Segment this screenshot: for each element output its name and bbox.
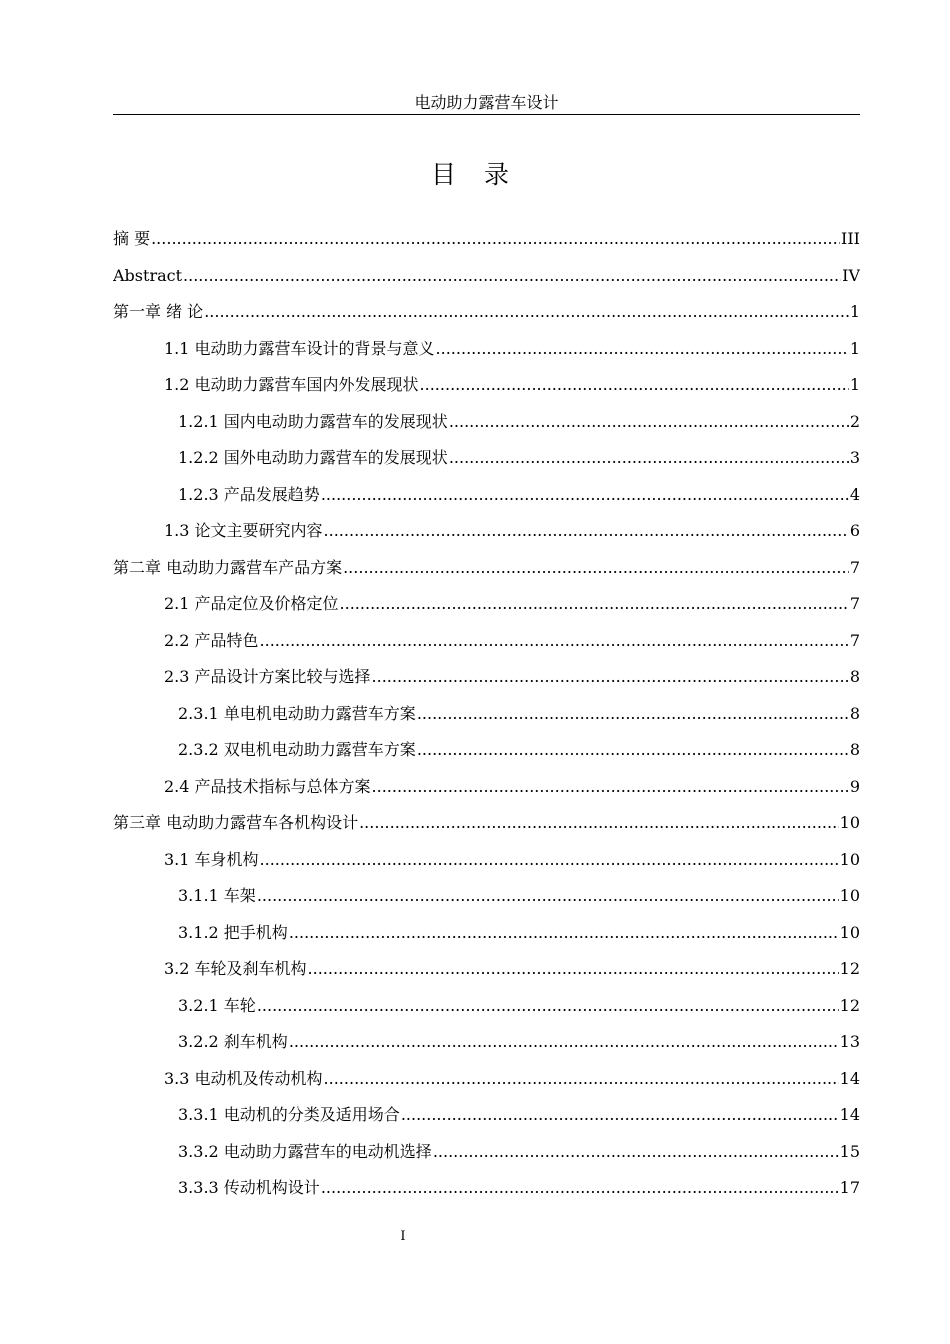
toc-entry-page: 7 [849,594,860,613]
toc-entry-page: 3 [849,448,860,467]
toc-entry-page: 9 [849,776,860,796]
toc-entry[interactable] [113,1068,860,1105]
toc-entry[interactable] [113,447,860,484]
toc-entry-label: Abstract [113,265,183,285]
toc-entry-label: 3.2.2 刹车机构 [178,1032,288,1051]
toc-entry[interactable] [113,885,860,922]
toc-entry-page: 17 [839,1178,860,1197]
toc-dot-leader [204,301,849,323]
table-of-contents [113,228,860,1214]
toc-dot-leader [151,228,840,250]
toc-entry-label: 2.4 产品技术指标与总体方案 [164,776,371,796]
toc-entry-label: 3.3.3 传动机构设计 [178,1178,320,1197]
toc-dot-leader [372,666,849,688]
toc-entry-page: 1 [849,338,860,358]
toc-entry-label: 第二章 电动助力露营车产品方案 [113,557,343,577]
toc-entry[interactable] [113,703,860,740]
toc-dot-leader [417,703,849,725]
toc-entry[interactable] [113,666,860,703]
toc-entry-page: 14 [839,1105,860,1124]
toc-entry-label: 2.3.1 单电机电动助力露营车方案 [178,703,416,723]
toc-entry-label: 1.2.3 产品发展趋势 [178,484,320,504]
toc-entry[interactable] [113,265,860,302]
toc-entry[interactable] [113,1104,860,1141]
toc-entry-page: 14 [839,1068,860,1088]
toc-entry-label: 3.2.1 车轮 [178,995,256,1015]
toc-entry-label: 3.1.2 把手机构 [178,922,288,942]
toc-entry-label: 3.1 车身机构 [164,849,259,869]
toc-dot-leader [417,739,849,761]
toc-entry-page: IV [842,265,860,285]
toc-dot-leader [260,849,839,871]
toc-dot-leader [401,1104,839,1126]
toc-entry[interactable] [113,593,860,630]
toc-entry-page: 10 [839,849,860,869]
toc-dot-leader [324,1068,839,1090]
toc-entry-page: 4 [849,484,860,504]
toc-entry[interactable] [113,557,860,594]
toc-dot-leader [183,265,841,287]
toc-entry-label: 2.1 产品定位及价格定位 [164,594,339,613]
toc-entry[interactable] [113,374,860,411]
toc-entry-page: 8 [849,740,860,759]
toc-entry-page: 2 [849,411,860,431]
toc-entry-page: 1 [849,302,860,321]
toc-entry-page: 1 [849,375,860,394]
toc-title: 目 录 [431,160,519,189]
toc-entry-label: 第一章 绪 论 [113,302,204,321]
toc-entry-label: 3.3 电动机及传动机构 [164,1068,323,1088]
toc-entry-page: 12 [839,995,860,1015]
toc-entry[interactable] [113,812,860,849]
toc-entry-page: 12 [839,959,860,978]
toc-entry-page: 10 [839,813,860,832]
toc-entry-page: 6 [849,521,860,540]
toc-entry-page: III [841,229,860,248]
toc-dot-leader [340,593,849,615]
toc-entry-label: 第三章 电动助力露营车各机构设计 [113,813,359,832]
toc-entry-page: 13 [839,1032,860,1051]
toc-entry[interactable] [113,776,860,813]
toc-entry[interactable] [113,849,860,886]
toc-dot-leader [321,484,849,506]
toc-entry-page: 10 [839,922,860,942]
toc-entry-page: 8 [849,703,860,723]
toc-entry[interactable] [113,484,860,521]
toc-dot-leader [449,447,849,469]
toc-entry-label: 3.3.2 电动助力露营车的电动机选择 [178,1141,432,1161]
toc-dot-leader [420,374,849,396]
toc-entry[interactable] [113,630,860,667]
toc-dot-leader [433,1141,839,1163]
running-header: 电动助力露营车设计 [113,92,860,115]
toc-entry-label: 3.2 车轮及刹车机构 [164,959,307,978]
toc-entry-label: 1.2.1 国内电动助力露营车的发展现状 [178,411,448,431]
toc-dot-leader [260,630,849,652]
toc-entry-label: 1.3 论文主要研究内容 [164,521,323,540]
toc-entry[interactable] [113,301,860,338]
toc-entry[interactable] [113,958,860,995]
toc-entry-label: 摘 要 [113,229,151,248]
toc-dot-leader [449,411,849,433]
toc-entry-page: 10 [839,886,860,905]
toc-entry-label: 2.3 产品设计方案比较与选择 [164,667,371,686]
toc-entry[interactable] [113,228,860,265]
toc-entry-label: 3.1.1 车架 [178,886,256,905]
toc-entry[interactable] [113,1141,860,1178]
toc-entry-label: 1.2.2 国外电动助力露营车的发展现状 [178,448,448,467]
toc-entry-page: 7 [849,557,860,577]
toc-dot-leader [321,1177,839,1199]
toc-entry-label: 3.3.1 电动机的分类及适用场合 [178,1105,400,1124]
toc-dot-leader [289,1031,839,1053]
toc-entry[interactable] [113,1031,860,1068]
toc-entry[interactable] [113,1177,860,1214]
toc-dot-leader [359,812,839,834]
toc-dot-leader [257,995,839,1017]
toc-entry-label: 2.2 产品特色 [164,630,259,650]
toc-dot-leader [343,557,849,579]
toc-entry[interactable] [113,739,860,776]
toc-dot-leader [324,520,849,542]
toc-entry-label: 2.3.2 双电机电动助力露营车方案 [178,740,416,759]
toc-entry[interactable] [113,411,860,448]
toc-entry-page: 7 [849,630,860,650]
toc-entry-page: 15 [839,1141,860,1161]
toc-entry[interactable] [113,338,860,375]
toc-dot-leader [289,922,839,944]
toc-entry-page: 8 [849,667,860,686]
toc-dot-leader [436,338,849,360]
toc-entry[interactable] [113,922,860,959]
toc-dot-leader [257,885,839,907]
toc-dot-leader [372,776,849,798]
toc-entry-label: 1.2 电动助力露营车国内外发展现状 [164,375,419,394]
toc-dot-leader [308,958,839,980]
toc-entry[interactable] [113,995,860,1032]
page-number: I [400,1229,406,1244]
toc-entry-label: 1.1 电动助力露营车设计的背景与意义 [164,338,435,358]
toc-entry[interactable] [113,520,860,557]
